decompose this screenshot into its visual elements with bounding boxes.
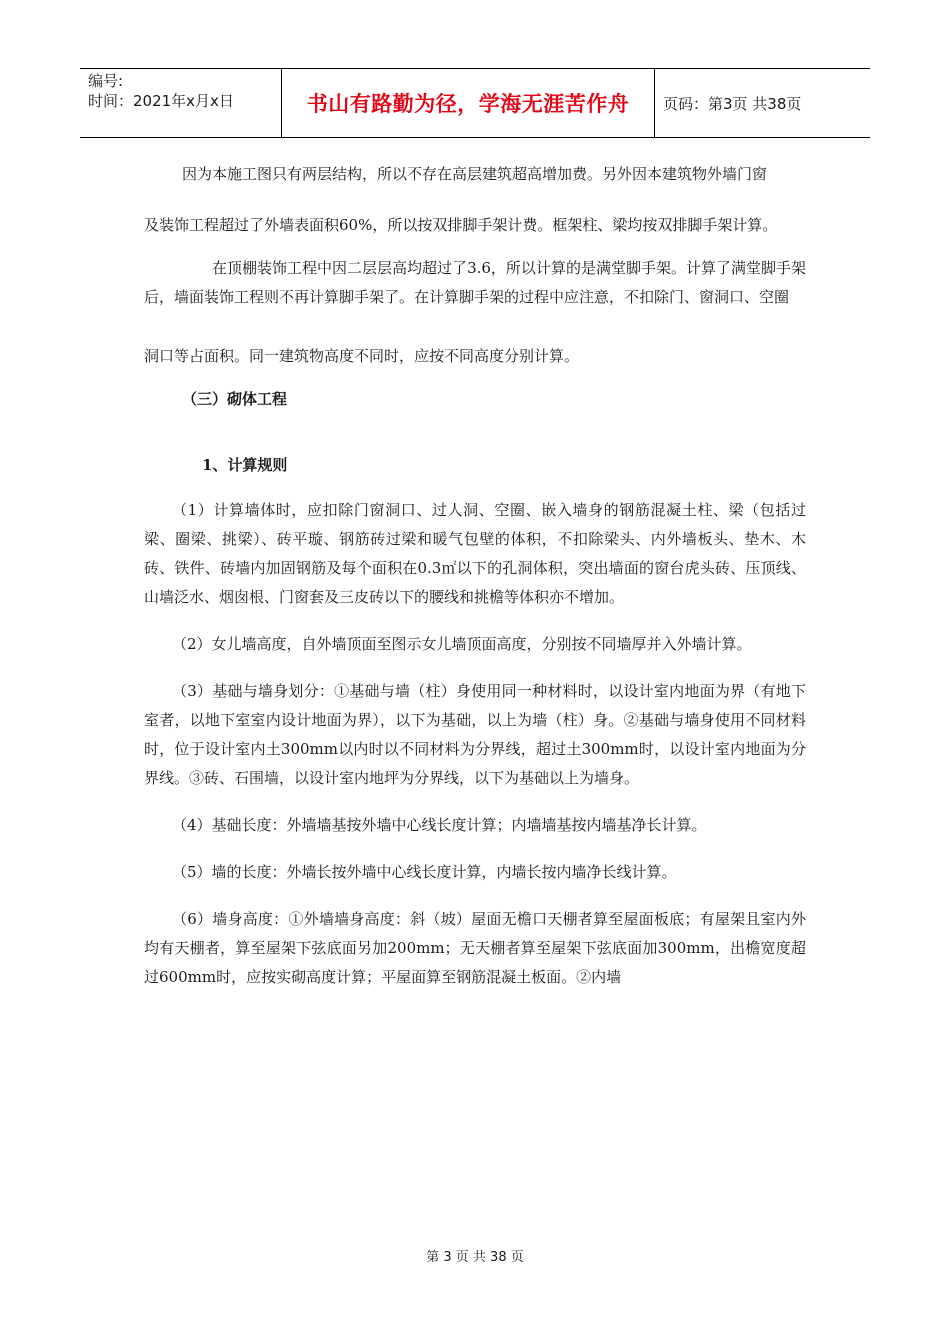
document-body [144, 160, 806, 992]
page-info-text: 页码：第3页 共38页 [663, 94, 802, 113]
paragraph-scaffold-2b: 洞口等占面积。同一建筑物高度不同时，应按不同高度分别计算。 [144, 347, 580, 365]
rule-2: （2）女儿墙高度，自外墙顶面至图示女儿墙顶面高度，分别按不同墙厚并入外墙计算。 [172, 635, 752, 653]
page-header [80, 68, 870, 138]
section-title: （三）砌体工程 [182, 390, 288, 408]
time-label: 时间：2021年x月x日 [88, 92, 234, 110]
header-page-info [655, 69, 870, 137]
motto-text: 书山有路勤为径，学海无涯苦作舟 [306, 92, 630, 116]
rule-3: （3）基础与墙身划分：①基础与墙（柱）身使用同一种材料时，以设计室内地面为界（有地下室者，以地下室室内设计地面为界），以下为基础，以上为墙（柱）身。②基础与墙身使用不同材料时，位于设计室内土300mm以内时以不同材料为分界线，超过土300mm时，以设计室内地面为分界线。③砖、石围墙，以设计室内地坪为分界线，以下为基础以上为墙身。 [144, 682, 806, 787]
paragraph-scaffold-1a: 因为本施工图只有两层结构，所以不存在高层建筑超高增加费。另外因本建筑物外墙门窗 [182, 165, 768, 183]
number-label: 编号: [88, 72, 124, 90]
subsection-title: 1、计算规则 [202, 456, 288, 474]
footer-page-number: 第 3 页 共 38 页 [426, 1250, 524, 1265]
rule-1: （1）计算墙体时，应扣除门窗洞口、过人洞、空圈、嵌入墙身的钢筋混凝土柱、梁（包括过梁、圈梁、挑梁）、砖平璇、钢筋砖过梁和暖气包壁的体积，不扣除梁头、内外墙板头、垫木、木砖、铁件、砖墙内加固钢筋及每个面积在0.3㎡以下的孔洞体积，突出墙面的窗台虎头砖、压顶线、山墙泛水、烟囱根、门窗套及三皮砖以下的腰线和挑檐等体积亦不增加。 [144, 501, 806, 606]
page-footer [0, 1246, 950, 1265]
header-meta [80, 69, 282, 137]
paragraph-scaffold-2a: 在顶棚装饰工程中因二层层高均超过了3.6，所以计算的是满堂脚手架。计算了满堂脚手架后，墙面装饰工程则不再计算脚手架了。在计算脚手架的过程中应注意，不扣除门、窗洞口、空圈 [144, 259, 806, 306]
rule-6: （6）墙身高度：①外墙墙身高度：斜（坡）屋面无檐口天棚者算至屋面板底；有屋架且室内外均有天棚者，算至屋架下弦底面另加200mm；无天棚者算至屋架下弦底面加300mm，出檐宽度超过600mm时，应按实砌高度计算；平屋面算至钢筋混凝土板面。②内墙 [144, 910, 806, 986]
paragraph-scaffold-1b: 及装饰工程超过了外墙表面积60%，所以按双排脚手架计费。框架柱、梁均按双排脚手架计算。 [144, 216, 778, 234]
header-motto-cell [282, 69, 655, 137]
rule-4: （4）基础长度：外墙墙基按外墙中心线长度计算；内墙墙基按内墙基净长计算。 [172, 816, 707, 834]
rule-5: （5）墙的长度：外墙长按外墙中心线长度计算，内墙长按内墙净长线计算。 [172, 863, 677, 881]
